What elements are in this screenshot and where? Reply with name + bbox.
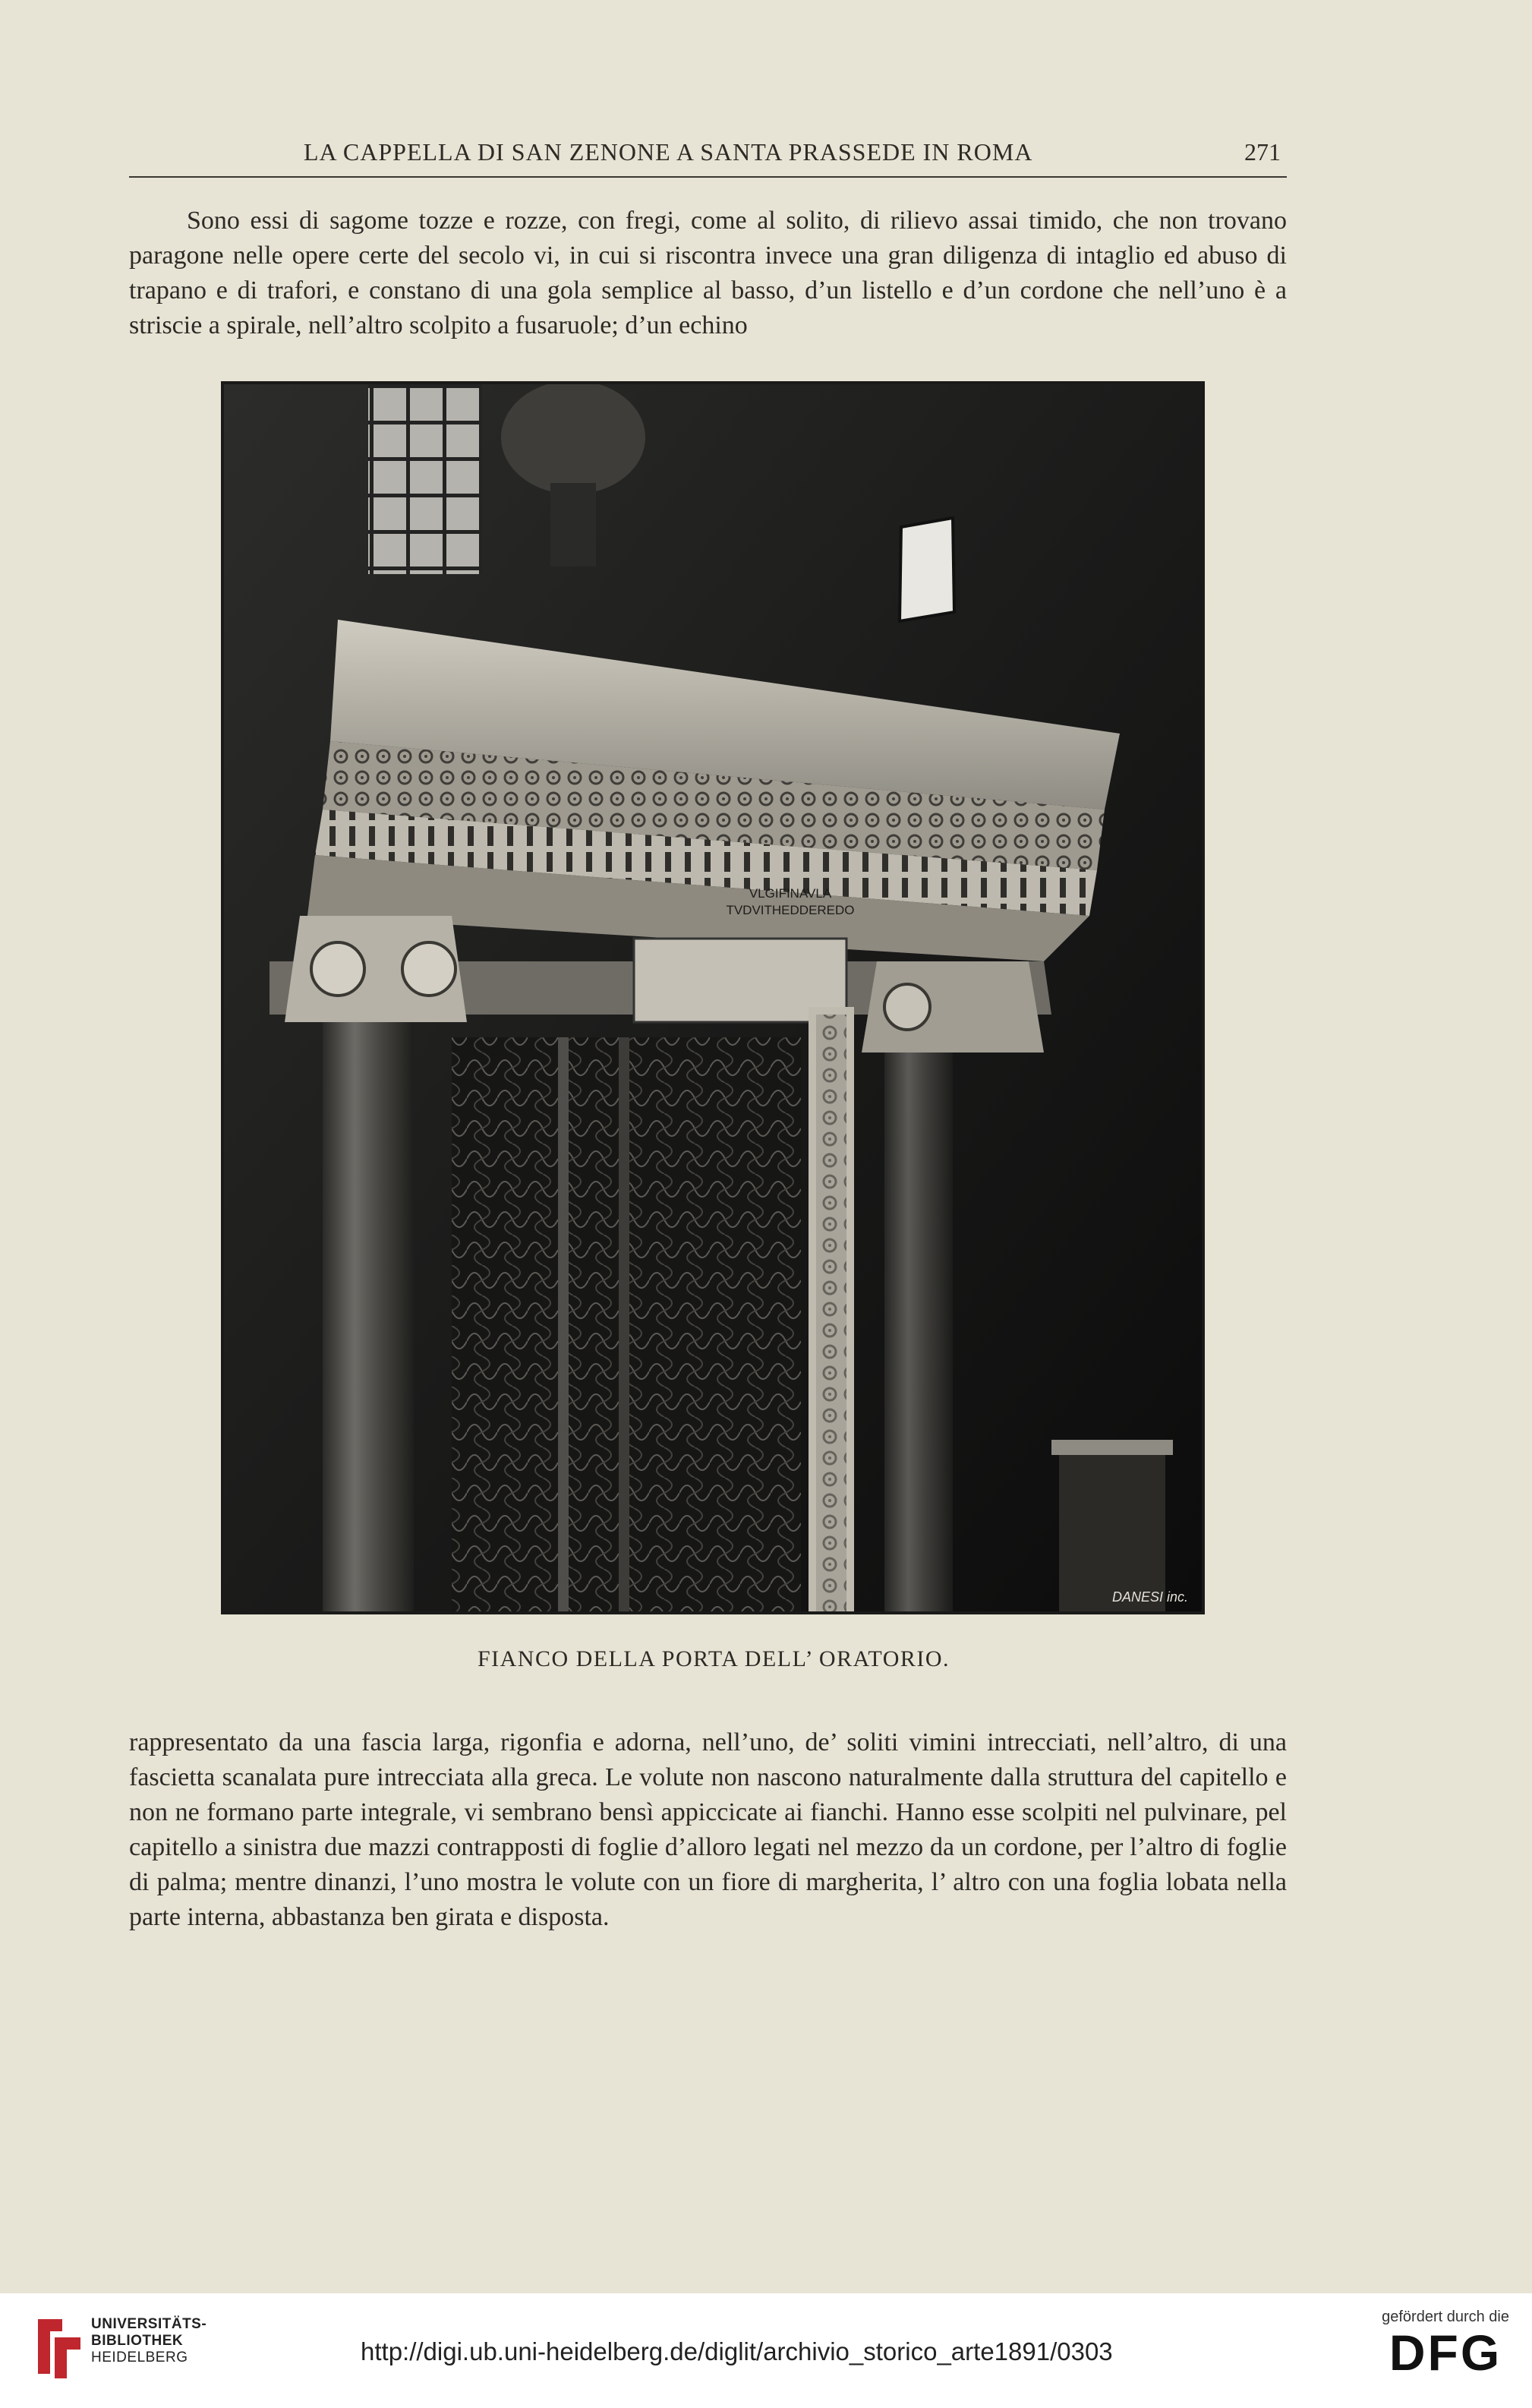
paragraph-top bbox=[129, 204, 1287, 343]
figure-plate bbox=[221, 381, 1205, 1614]
running-header bbox=[129, 138, 1287, 178]
library-name-line: HEIDELBERG bbox=[91, 2350, 188, 2365]
dfg-logo-icon: DFG bbox=[1389, 2324, 1502, 2381]
engraver-signature: DANESI inc. bbox=[1111, 1589, 1188, 1605]
paragraph-text: Sono essi di sagome tozze e rozze, con fregi, come al solito, di rilievo assai timido, che non trovano paragone nelle opere certe del secolo vi, in cui si riscontra invece una gran diligenza di intaglio ed abuso di trapano e di trafori, e constano di una gola semplice al basso, d’un listello e d’un cordone che nell’uno è a striscie a spirale, nell’altro scolpito a fusaruole; d’un echino bbox=[129, 207, 1287, 339]
figure-caption: FIANCO DELLA PORTA DELL’ ORATORIO. bbox=[477, 1646, 950, 1671]
library-name bbox=[91, 2316, 206, 2366]
running-title: LA CAPPELLA DI SAN ZENONE A SANTA PRASSEDE IN ROMA bbox=[304, 138, 1033, 166]
inscription bbox=[690, 885, 891, 919]
digitization-footer bbox=[0, 2293, 1532, 2408]
library-name-line: BIBLIOTHEK bbox=[91, 2333, 184, 2349]
permalink[interactable]: http://digi.ub.uni-heidelberg.de/diglit/archivio_storico_arte1891/0303 bbox=[361, 2337, 1113, 2365]
portal-engraving bbox=[224, 384, 1202, 1611]
sponsor-block bbox=[1382, 2309, 1509, 2379]
library-logo-icon bbox=[32, 2312, 87, 2381]
inscription-line: TVDVITHEDDEREDO bbox=[726, 903, 855, 917]
page-number: 271 bbox=[1244, 138, 1281, 166]
library-name-line: UNIVERSITÄTS- bbox=[91, 2316, 207, 2332]
sponsor-label: gefördert durch die bbox=[1382, 2309, 1509, 2325]
inscription-line: VLGIFINAVLA bbox=[749, 886, 832, 901]
paragraph-text: rappresentato da una fascia larga, rigonfia e adorna, nell’uno, de’ soliti vimini intrecciati, nell’altro, di una fascietta scanalata pure intrecciata alla greca. Le volute non nascono naturalmente dalla struttura del capitello e non ne formano parte integrale, vi sembrano bensì appiccicate ai fianchi. Hanno esse scolpiti nel pulvinare, pel capitello a sinistra due mazzi contrapposti di foglie d’alloro legati nel mezzo da un cordone, per l’altro di foglie di palma; mentre dinanzi, l’uno mostra le volute con un fiore di margherita, l’ altro con una foglia lobata nella parte interna, abbastanza ben girata e disposta. bbox=[129, 1728, 1287, 1931]
paragraph-bottom bbox=[129, 1725, 1287, 1935]
